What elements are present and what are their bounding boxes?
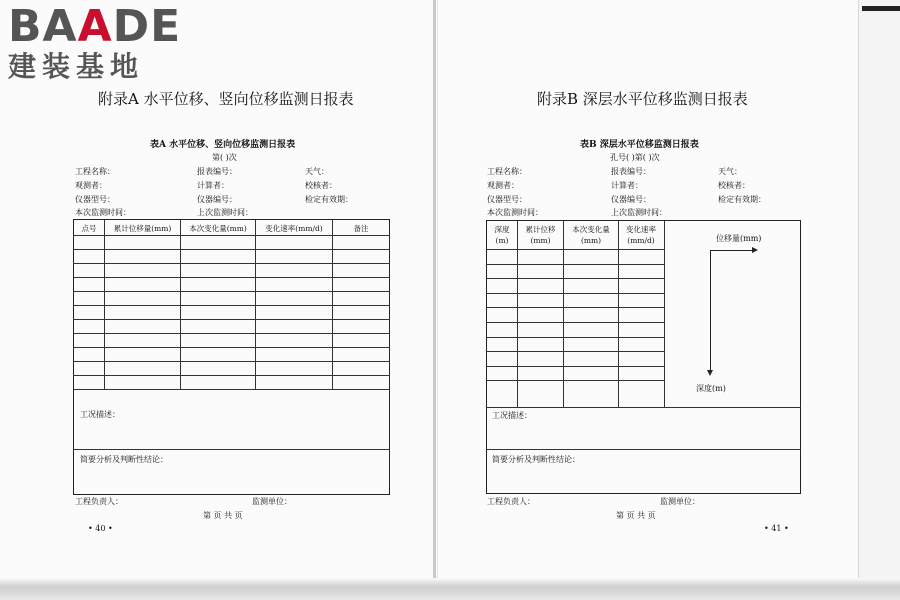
left-sequence: 第( )次 [212,153,237,162]
left-page-heading: 附录A 水平位移、竖向位移监测日报表 [98,90,354,108]
right-page-heading: 附录B 深层水平位移监测日报表 [537,90,748,108]
corner-mark [862,6,900,11]
left-row-line [73,277,390,278]
page-bottom-shadow [0,578,900,600]
right-col-header-cumulative: 累计位移 [525,225,556,234]
right-table-title: 表B 深层水平位移监测日报表 [580,140,699,150]
graph-y-axis-label: 深度(m) [696,384,726,393]
right-col-header-rate-unit: (mm/d) [627,236,655,245]
left-col-header-point: 点号 [81,224,97,233]
right-row-line [486,278,664,279]
left-field-calibration: 检定有效期： [305,195,353,204]
right-header-divider [486,249,664,250]
left-field-weather: 天气： [305,167,329,176]
left-table-title: 表A 水平位移、竖向位移监测日报表 [150,140,296,150]
left-work-condition-label: 工况描述： [80,410,120,419]
page-edge [858,0,900,600]
left-row-line [73,333,390,334]
right-row-line [486,337,664,338]
left-page-number: • 40 • [88,524,113,533]
logo-word [8,1,182,52]
logo-chinese: 建装基地 [8,50,145,83]
left-report-table [73,219,390,495]
right-analysis-label: 简要分析及判断性结论： [492,455,580,464]
right-work-condition-label: 工况描述： [492,411,532,420]
right-field-weather: 天气： [718,167,742,176]
right-col-header-change: 本次变化量 [572,225,610,234]
left-row-line [73,347,390,348]
right-sequence: 孔号( )第( )次 [610,153,660,162]
right-page-number: • 41 • [764,524,789,533]
left-field-calculator: 计算者： [197,181,229,190]
right-col-header-change-unit: (mm) [580,236,602,245]
graph-x-axis [710,250,754,251]
left-col-header-cumulative: 累计位移量(mm) [113,224,172,233]
left-field-instrument-model: 仪器型号： [75,195,115,204]
right-project-leader: 工程负责人： [487,497,535,506]
right-row-line [486,366,664,367]
right-row-line [486,264,664,265]
right-field-project-name: 工程名称： [487,167,527,176]
right-field-calibration: 检定有效期： [718,195,766,204]
logo-word-part-a: BA [8,1,78,52]
left-row-line [73,263,390,264]
left-row-line [73,389,390,390]
right-field-observer: 观测者： [487,181,519,190]
right-col-header-cumulative-unit: (mm) [530,236,551,245]
right-field-calculator: 计算者： [611,181,643,190]
right-col-header-rate: 变化速率 [626,225,656,234]
graph-y-axis [710,250,711,372]
graph-x-axis-label: 位移量(mm) [716,234,762,243]
left-row-line [73,249,390,250]
left-row-line [73,361,390,362]
right-field-report-no: 报表编号： [611,167,651,176]
left-col-line [255,219,256,389]
right-row-line [486,380,664,381]
right-col-line [664,220,665,407]
left-analysis-label: 简要分析及判断性结论： [80,455,168,464]
right-field-instrument-model: 仪器型号： [487,195,527,204]
left-header-divider [73,235,390,236]
right-field-this-time: 本次监测时间： [487,208,543,217]
left-row-line [73,291,390,292]
logo-accent-a: A [77,1,113,52]
graph-x-axis-arrow [752,247,758,253]
right-section-divider [486,449,801,450]
right-field-checker: 校核者： [718,181,750,190]
left-col-line [180,219,181,389]
left-field-instrument-no: 仪器编号： [197,195,237,204]
book-gutter [433,0,436,600]
left-section-divider [73,449,390,450]
right-row-line [486,307,664,308]
right-field-last-time: 上次监测时间： [611,208,667,217]
left-col-line [332,219,333,389]
left-monitoring-unit: 监测单位： [252,497,292,506]
left-field-checker: 校核者： [305,181,337,190]
right-field-instrument-no: 仪器编号： [611,195,651,204]
right-col-line [618,220,619,407]
left-col-header-remark: 备注 [353,224,369,233]
right-row-line [486,322,664,323]
right-col-header-depth: 深度 [494,225,510,234]
left-field-report-no: 报表编号： [197,167,237,176]
right-row-line [486,351,664,352]
left-col-header-rate: 变化速率(mm/d) [265,224,323,233]
left-row-line [73,375,390,376]
left-field-this-time: 本次监测时间： [75,208,131,217]
left-page-count: 第 页 共 页 [203,511,243,520]
left-row-line [73,305,390,306]
right-col-header-depth-unit: (m) [495,236,509,245]
left-field-last-time: 上次监测时间： [197,208,253,217]
left-col-line [104,219,105,389]
right-table-bottom [486,407,801,408]
left-row-line [73,319,390,320]
bade-logo [8,1,182,83]
graph-y-axis-arrow [707,370,713,376]
right-page-count: 第 页 共 页 [616,511,656,520]
right-monitoring-unit: 监测单位： [660,497,700,506]
left-field-project-name: 工程名称： [75,167,115,176]
right-col-line [517,220,518,407]
left-project-leader: 工程负责人： [75,497,123,506]
left-col-header-change: 本次变化量(mm) [189,224,247,233]
right-report-table [486,220,801,494]
logo-word-part-b: DE [112,1,182,52]
right-row-line [486,293,664,294]
left-field-observer: 观测者： [75,181,107,190]
right-col-line [563,220,564,407]
book-gutter-shadow [437,0,438,600]
